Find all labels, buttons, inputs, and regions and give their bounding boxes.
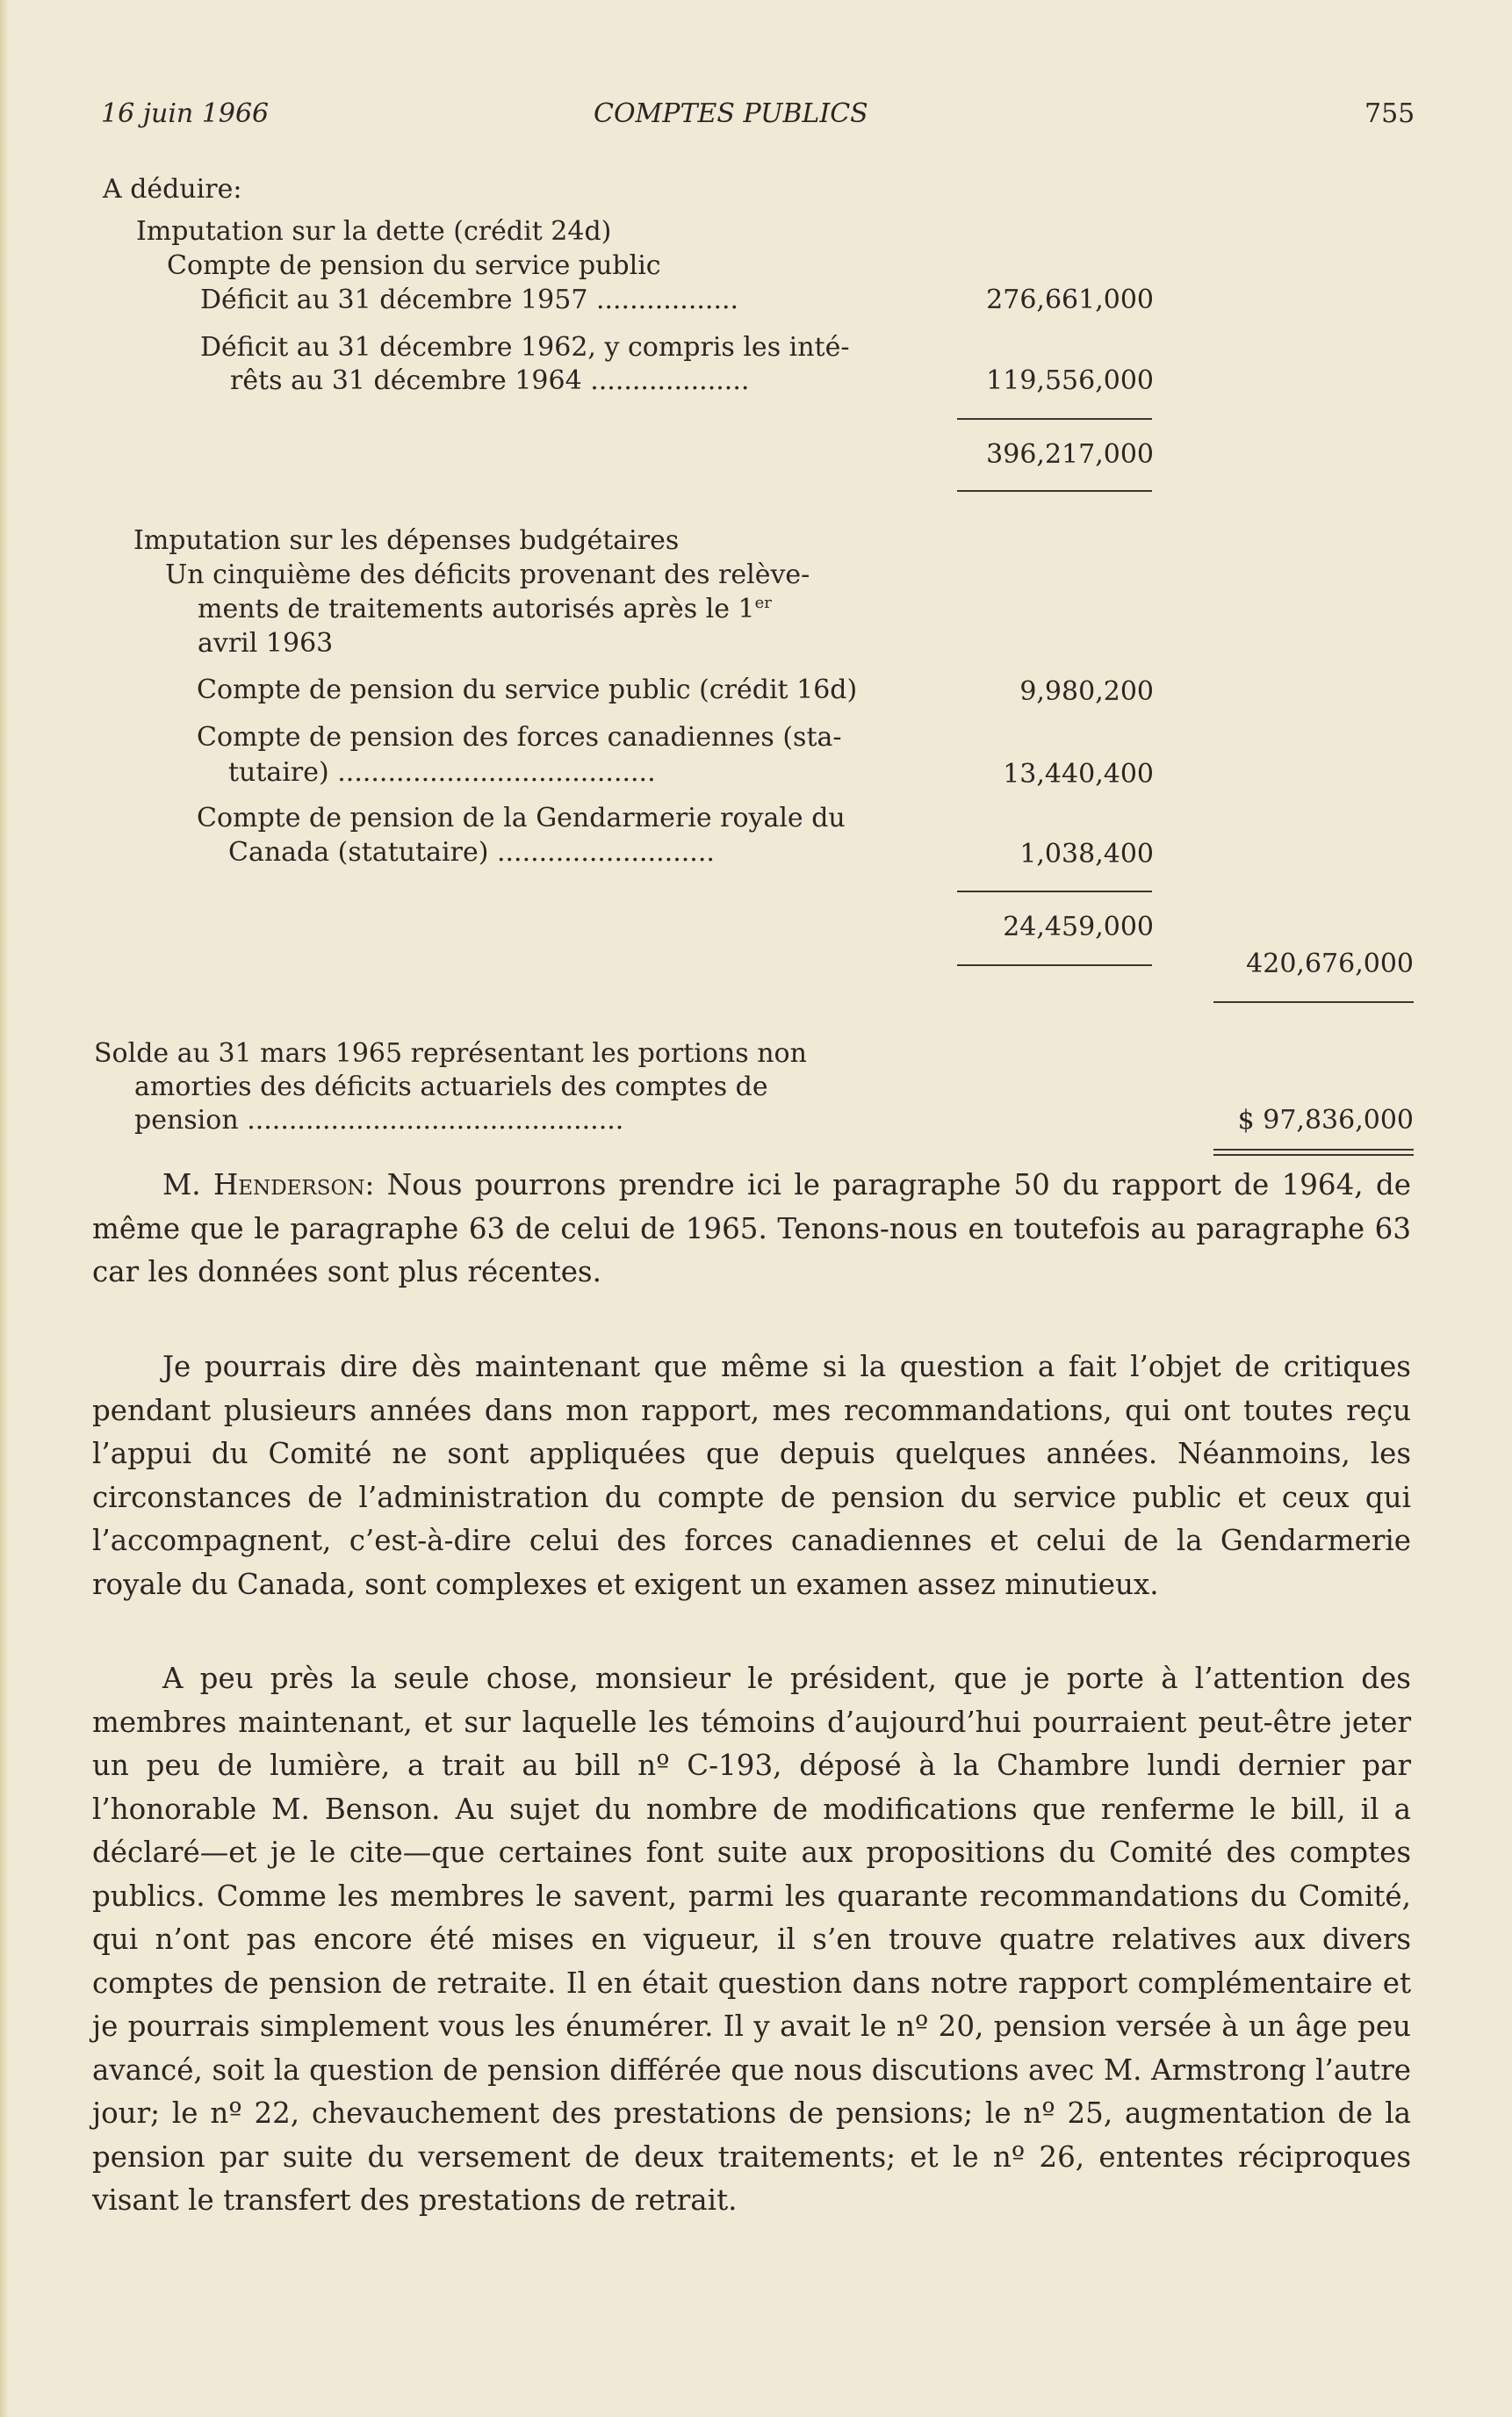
group1-item1-label: Déficit au 31 décembre 1957 ................. [200,285,739,315]
group1-item1-value: 276,661,000 [986,285,1154,315]
table-heading: A déduire: [103,174,242,205]
paragraph-2: Je pourrais dire dès maintenant que même si la question a fait l’objet de critiques pendant plusieurs années dans mon rapport, mes recommandations, qui ont toutes reçu l’appui du Comité ne sont appliquées que depuis quelques années. Néanmoins, les circonstances de l’administration du compte de pension du service public et ceux qui l’accompagnent, c’est-à-dire celui des forces canadiennes et celui de la Gendarmerie royale du Canada, sont complexes et exigent un examen assez minutieux. [92,1350,1411,1601]
group1-line2: Compte de pension du service public [167,250,661,281]
rule-subtotal2-bottom [957,964,1152,966]
paragraph-3: A peu près la seule chose, monsieur le président, que je porte à l’attention des membres maintenant, et sur laquelle les témoins d’aujourd’hui pourraient peut-être jeter un peu de lumière, a trait au bill nº C-193, déposé à la Chambre lundi dernier par l’honorable M. Benson. Au sujet du nombre de modifications que renferme le bill, il a déclaré—et je le cite—que certaines font suite aux propositions du Comité des comptes publics. Comme les membres le savent, parmi les quarante recommandations du Comité, qui n’ont pas encore été mises en vigueur, il s’en trouve quatre relatives aux divers comptes de pension de retraite. Il en était question dans notre rapport complémentaire et je pourrais simplement vous les énumérer. Il y avait le nº 20, pension versée à un âge peu avancé, soit la question de pension différée que nous discutions avec M. Armstrong l’autre jour; le nº 22, chevauchement des prestations de pensions; le nº 25, augmentation de la pension par suite du versement de deux traitements; et le nº 26, ententes réciproques visant le transfert des prestations de retrait. [92,1662,1411,2217]
group2-item3-value: 1,038,400 [1019,839,1154,869]
rule-subtotal2 [957,891,1152,892]
group2-item1-label: Compte de pension du service public (crédit 16d) [197,675,858,705]
group1-subtotal: 396,217,000 [986,439,1154,470]
double-rule-bottom [1213,1154,1414,1156]
group2-item3-label-b: Canada (statutaire) .......................... [228,837,715,868]
header-title: COMPTES PUBLICS [594,98,868,129]
group1-item2-label-b: rêts au 31 décembre 1964 ................... [230,365,750,396]
group2-subtotal: 24,459,000 [1003,912,1154,942]
group2-item2-label-a: Compte de pension des forces canadiennes (sta- [197,722,842,753]
rule-subtotal1-bottom [957,490,1152,492]
group2-item1-value: 9,980,200 [1019,676,1154,707]
group2-item3-label-a: Compte de pension de la Gendarmerie royale du [197,803,846,833]
speaker-name: M. Henderson: [162,1168,375,1201]
balance-line1: Solde au 31 mars 1965 représentant les portions non [94,1038,807,1069]
group2-line2: Un cinquième des déficits provenant des relève- [165,559,810,590]
balance-line3: pension ............................................. [134,1105,624,1136]
double-rule-top [1213,1149,1414,1151]
group1-line1: Imputation sur la dette (crédit 24d) [136,216,612,247]
rule-subtotal1 [957,418,1152,420]
group2-item2-label-b: tutaire) ...................................... [228,757,656,788]
rule-total [1213,1001,1414,1003]
group2-line3: ments de traitements autorisés après le 1er [198,594,772,624]
group2-line1: Imputation sur les dépenses budgétaires [133,525,680,556]
group1-item2-value: 119,556,000 [986,365,1154,396]
superscript-er: er [754,594,772,612]
group1-item2-label-a: Déficit au 31 décembre 1962, y compris les inté- [200,332,850,363]
page-edge [0,0,9,2417]
group2-line4: avril 1963 [198,628,334,659]
balance-line2: amorties des déficits actuariels des comptes de [134,1071,768,1102]
total-value: 420,676,000 [1246,949,1414,979]
balance-value: $ 97,836,000 [1237,1105,1414,1136]
page-number: 755 [1364,98,1415,129]
paragraph-1 [92,1164,1411,1295]
header-date: 16 juin 1966 [101,98,270,129]
paragraph-1-text: Nous pourrons prendre ici le paragraphe 50 du rapport de 1964, de même que le paragraphe 63 de celui de 1965. Tenons-nous en toutefois au paragraphe 63 car les données sont plus récentes. [92,1168,1411,1288]
group2-item2-value: 13,440,400 [1003,759,1154,790]
